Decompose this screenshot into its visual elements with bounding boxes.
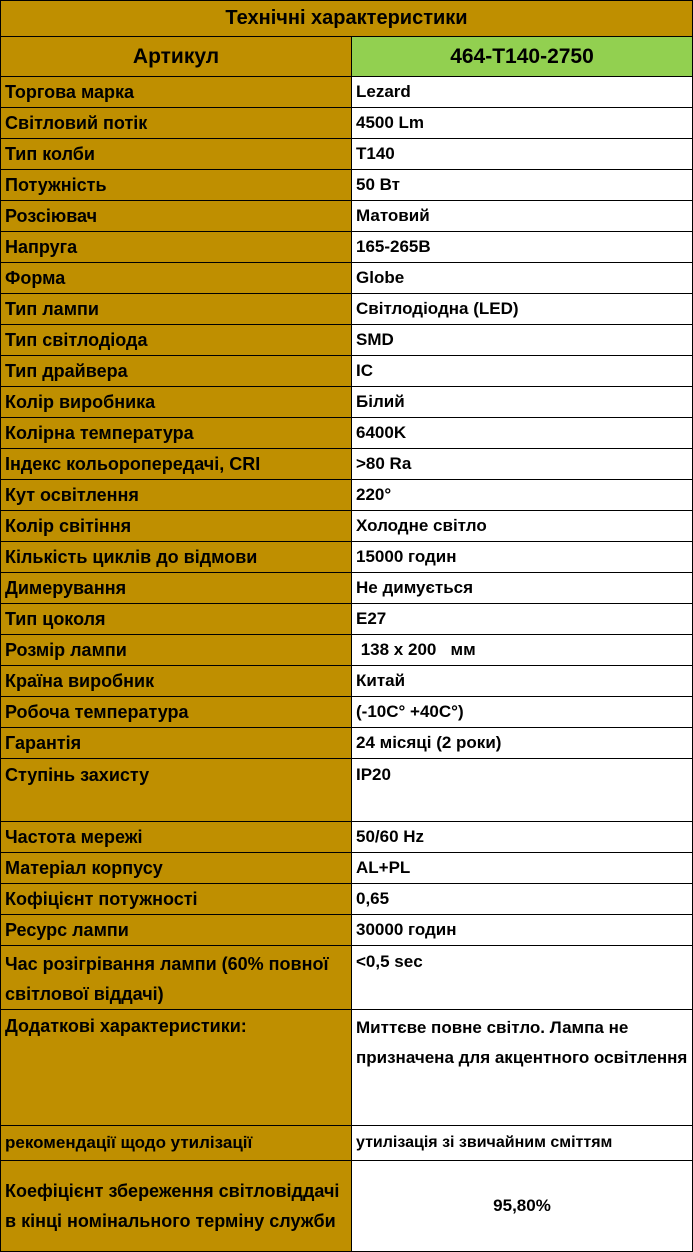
row-value: 0,65 bbox=[352, 884, 693, 915]
table-row bbox=[1, 635, 693, 666]
row-label: Світловий потік bbox=[1, 108, 352, 139]
table-row bbox=[1, 759, 693, 822]
row-value: 50/60 Hz bbox=[352, 822, 693, 853]
table-row bbox=[1, 480, 693, 511]
row-value: Білий bbox=[352, 387, 693, 418]
row-label: Тип цоколя bbox=[1, 604, 352, 635]
row-label: Колір виробника bbox=[1, 387, 352, 418]
article-row bbox=[1, 37, 693, 77]
row-label: Потужність bbox=[1, 170, 352, 201]
table-row bbox=[1, 915, 693, 946]
row-value: 220° bbox=[352, 480, 693, 511]
table-row bbox=[1, 666, 693, 697]
row-value: 15000 годин bbox=[352, 542, 693, 573]
table-row bbox=[1, 232, 693, 263]
title-row bbox=[1, 1, 693, 37]
table-row bbox=[1, 77, 693, 108]
row-value: Матовий bbox=[352, 201, 693, 232]
row-value: Китай bbox=[352, 666, 693, 697]
row-label: Країна виробник bbox=[1, 666, 352, 697]
table-row bbox=[1, 139, 693, 170]
row-label: Матеріал корпусу bbox=[1, 853, 352, 884]
row-label: Ресурс лампи bbox=[1, 915, 352, 946]
article-label: Артикул bbox=[1, 37, 352, 77]
row-label: Кут освітлення bbox=[1, 480, 352, 511]
row-value: E27 bbox=[352, 604, 693, 635]
row-value: IC bbox=[352, 356, 693, 387]
table-row bbox=[1, 108, 693, 139]
table-row bbox=[1, 1126, 693, 1161]
table-row bbox=[1, 573, 693, 604]
row-value: 95,80% bbox=[352, 1161, 693, 1252]
table-row bbox=[1, 728, 693, 759]
table-row bbox=[1, 387, 693, 418]
table-row bbox=[1, 542, 693, 573]
row-value: Холодне світло bbox=[352, 511, 693, 542]
table-row bbox=[1, 294, 693, 325]
row-value: Globe bbox=[352, 263, 693, 294]
row-value: Миттєве повне світло. Лампа не призначена для акцентного освітлення bbox=[352, 1010, 693, 1126]
row-label: Ступінь захисту bbox=[1, 759, 352, 822]
row-label: Колірна температура bbox=[1, 418, 352, 449]
row-label: Індекс кольоропередачі, CRI bbox=[1, 449, 352, 480]
row-value: Світлодіодна (LED) bbox=[352, 294, 693, 325]
row-value: SMD bbox=[352, 325, 693, 356]
table-row bbox=[1, 884, 693, 915]
row-label: Димерування bbox=[1, 573, 352, 604]
table-row bbox=[1, 325, 693, 356]
table-title: Технічні характеристики bbox=[1, 1, 693, 37]
row-label: Частота мережі bbox=[1, 822, 352, 853]
row-label: Робоча температура bbox=[1, 697, 352, 728]
table-row bbox=[1, 604, 693, 635]
table-row bbox=[1, 263, 693, 294]
row-value: (-10С° +40С°) bbox=[352, 697, 693, 728]
row-label: рекомендації щодо утилізації bbox=[1, 1126, 352, 1161]
table-row bbox=[1, 1161, 693, 1252]
table-row bbox=[1, 449, 693, 480]
table-row bbox=[1, 170, 693, 201]
row-value: 6400K bbox=[352, 418, 693, 449]
row-label: Кількість циклів до відмови bbox=[1, 542, 352, 573]
row-label: Розсіювач bbox=[1, 201, 352, 232]
table-row bbox=[1, 697, 693, 728]
row-value: T140 bbox=[352, 139, 693, 170]
table-row bbox=[1, 201, 693, 232]
table-row bbox=[1, 511, 693, 542]
row-label: Колір світіння bbox=[1, 511, 352, 542]
row-label: Розмір лампи bbox=[1, 635, 352, 666]
table-row bbox=[1, 418, 693, 449]
row-value: 138 х 200 мм bbox=[352, 635, 693, 666]
row-value: 165-265В bbox=[352, 232, 693, 263]
row-label: Кофіцієнт потужності bbox=[1, 884, 352, 915]
row-value: утилізація зі звичайним сміттям bbox=[352, 1126, 693, 1161]
row-value: Не димується bbox=[352, 573, 693, 604]
table-row bbox=[1, 946, 693, 1010]
row-label: Напруга bbox=[1, 232, 352, 263]
table-row bbox=[1, 1010, 693, 1126]
row-label: Тип лампи bbox=[1, 294, 352, 325]
table-row bbox=[1, 822, 693, 853]
row-label: Час розігрівання лампи (60% повної світлової віддачі) bbox=[1, 946, 352, 1010]
row-value: 50 Вт bbox=[352, 170, 693, 201]
row-label: Додаткові характеристики: bbox=[1, 1010, 352, 1126]
row-value: <0,5 sec bbox=[352, 946, 693, 1010]
row-label: Тип світлодіода bbox=[1, 325, 352, 356]
table-row bbox=[1, 853, 693, 884]
row-value: Lezard bbox=[352, 77, 693, 108]
article-value: 464-T140-2750 bbox=[352, 37, 693, 77]
row-label: Гарантія bbox=[1, 728, 352, 759]
table-row bbox=[1, 356, 693, 387]
row-label: Коефіцієнт збереження світловіддачі в кінці номінального терміну служби bbox=[1, 1161, 352, 1252]
row-value: >80 Ra bbox=[352, 449, 693, 480]
row-label: Торгова марка bbox=[1, 77, 352, 108]
row-label: Тип драйвера bbox=[1, 356, 352, 387]
row-label: Форма bbox=[1, 263, 352, 294]
row-value: IP20 bbox=[352, 759, 693, 822]
row-label: Тип колби bbox=[1, 139, 352, 170]
row-value: 30000 годин bbox=[352, 915, 693, 946]
row-value: 24 місяці (2 роки) bbox=[352, 728, 693, 759]
row-value: AL+PL bbox=[352, 853, 693, 884]
row-value: 4500 Lm bbox=[352, 108, 693, 139]
